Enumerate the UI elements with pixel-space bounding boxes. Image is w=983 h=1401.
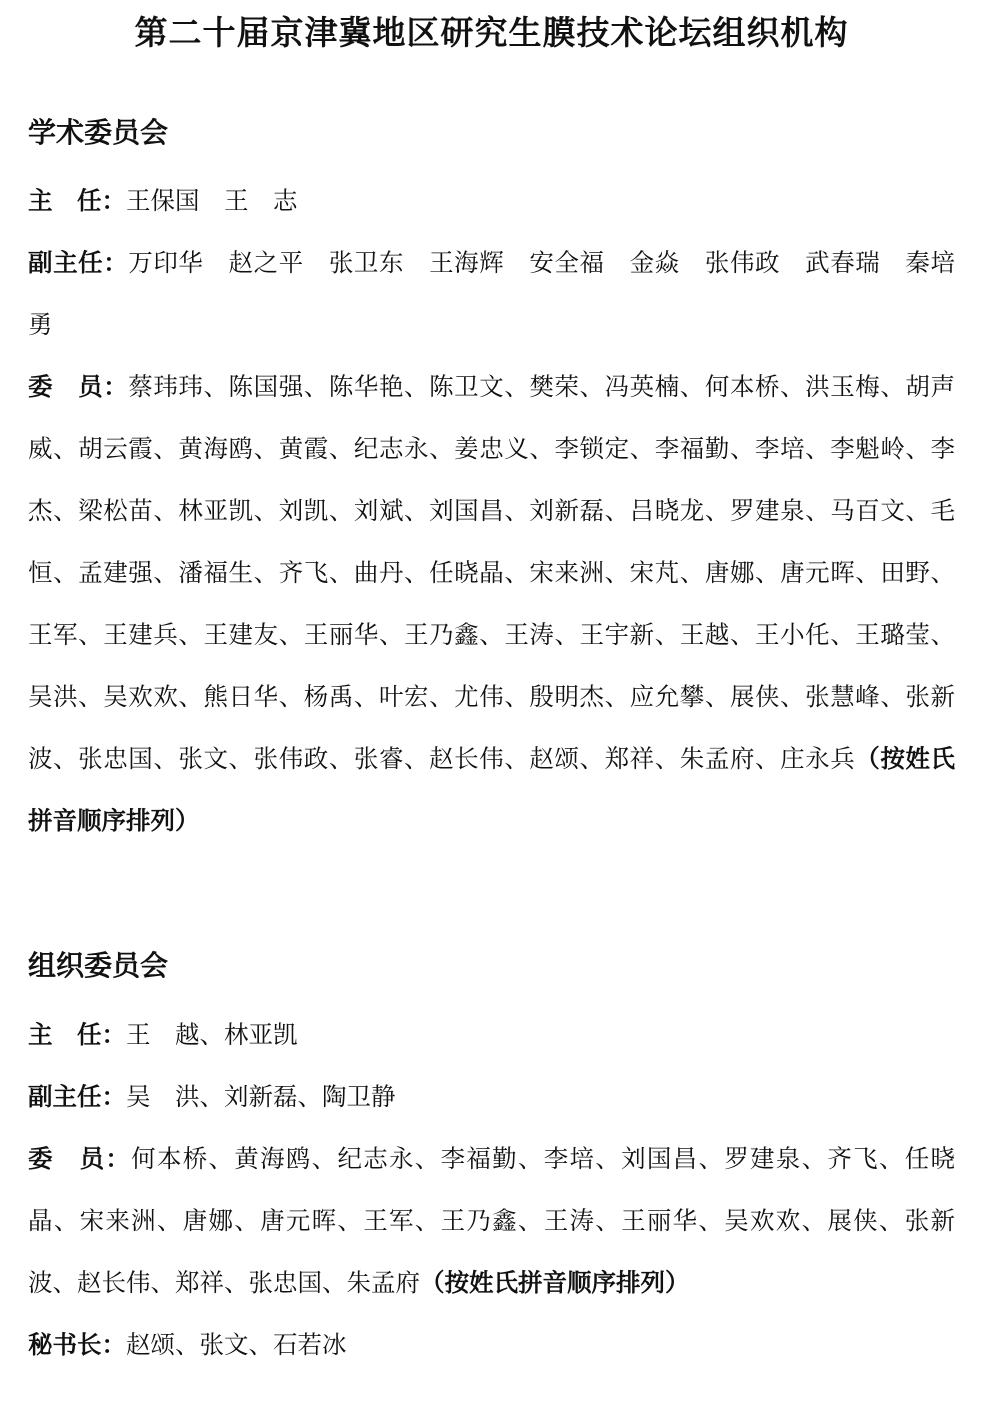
row-label-director: 主 任： (28, 1021, 126, 1049)
organizing-deputy-directors-row (28, 1067, 955, 1129)
section-organizing-committee (28, 948, 955, 1376)
member-names: 蔡玮玮、陈国强、陈华艳、陈卫文、樊荣、冯英楠、何本桥、洪玉梅、胡声威、胡云霞、黄海鸥、黄霞、纪志永、姜忠义、李锁定、李福勤、李培、李魁岭、李杰、梁松苗、林亚凯、刘凯、刘斌、刘国昌、刘新磊、吕晓龙、罗建泉、马百文、毛恒、孟建强、潘福生、齐飞、曲丹、任晓晶、宋来洲、宋芃、唐娜、唐元晖、田野、王军、王建兵、王建友、王丽华、王乃鑫、王涛、王宇新、王越、王小仛、王璐莹、吴洪、吴欢欢、熊日华、杨禹、叶宏、尤伟、殷明杰、应允攀、展侠、张慧峰、张新波、张忠国、张文、张伟政、张睿、赵长伟、赵颂、郑祥、朱孟府、庄永兵 (28, 374, 955, 774)
row-label-members: 委 员： (28, 1145, 132, 1173)
academic-deputy-directors-row (28, 233, 955, 357)
secretary-general-row (28, 1315, 955, 1377)
row-label-members: 委 员： (28, 374, 129, 402)
director-names: 王 越、林亚凯 (126, 1021, 298, 1049)
deputy-director-names: 万印华 赵之平 张卫东 王海辉 安全福 金焱 张伟政 武春瑞 秦培勇 (28, 250, 955, 340)
row-label-secretary-general: 秘书长： (28, 1331, 126, 1359)
director-names: 王保国 王 志 (126, 188, 298, 216)
deputy-director-names: 吴 洪、刘新磊、陶卫静 (126, 1083, 396, 1111)
organizing-director-row (28, 1005, 955, 1067)
member-names: 何本桥、黄海鸥、纪志永、李福勤、李培、刘国昌、罗建泉、齐飞、任晓晶、宋来洲、唐娜、唐元晖、王军、王乃鑫、王涛、王丽华、吴欢欢、展侠、张新波、赵长伟、郑祥、张忠国、朱孟府 (28, 1145, 956, 1297)
row-label-deputy-directors: 副主任： (28, 1083, 126, 1111)
organizing-members-row (28, 1129, 955, 1315)
academic-director-row (28, 171, 955, 233)
sort-order-note: （按姓氏拼音顺序排列） (28, 746, 956, 836)
secretary-general-names: 赵颂、张文、石若冰 (126, 1331, 347, 1359)
organizing-committee-heading: 组织委员会 (28, 950, 169, 982)
section-academic-committee (28, 115, 955, 853)
row-label-director: 主 任： (28, 188, 126, 216)
academic-members-row (28, 357, 955, 853)
academic-committee-heading: 学术委员会 (28, 116, 169, 148)
document-title: 第二十届京津冀地区研究生膜技术论坛组织机构 (134, 14, 849, 51)
sort-order-note: （按姓氏拼音顺序排列） (420, 1269, 690, 1297)
row-label-deputy-directors: 副主任： (28, 250, 129, 278)
